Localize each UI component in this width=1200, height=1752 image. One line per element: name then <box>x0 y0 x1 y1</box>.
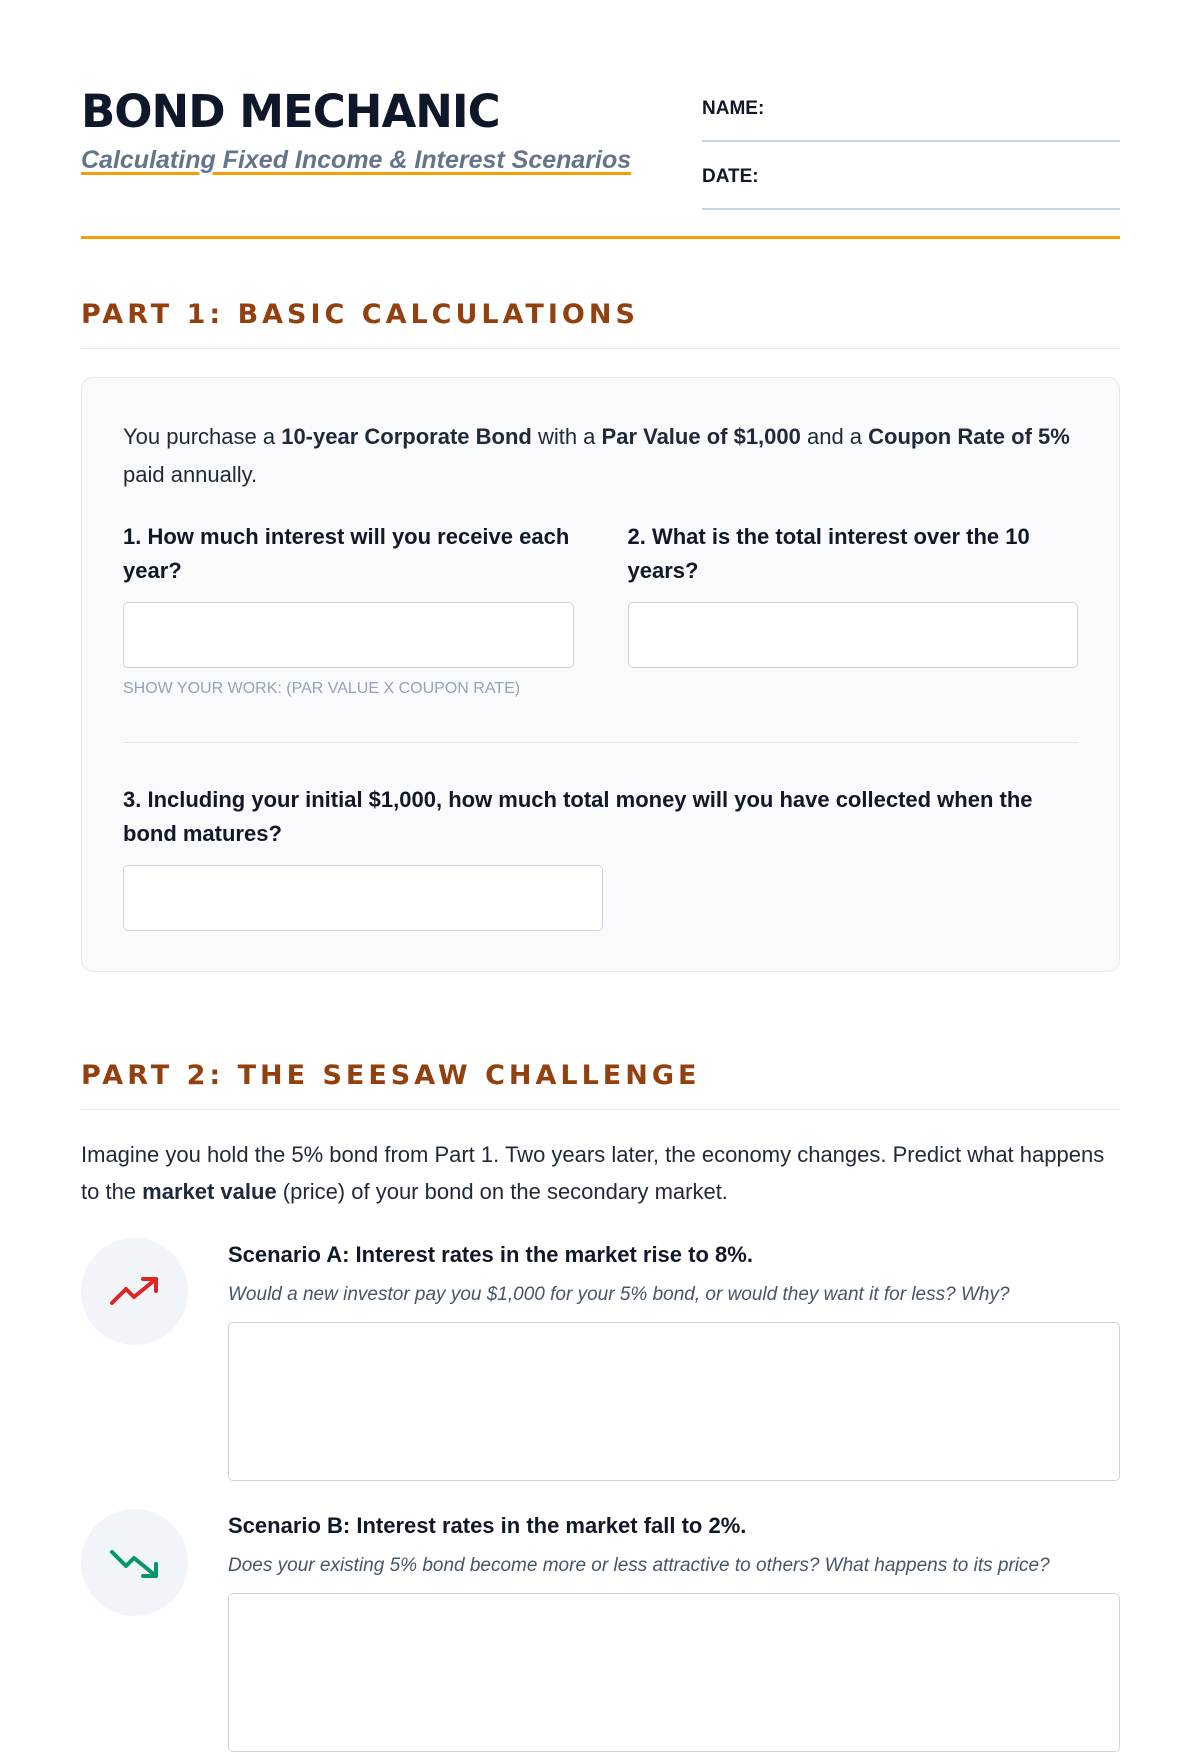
intro-text: with a <box>531 424 602 449</box>
header <box>81 84 1120 239</box>
scenario-a-question: Would a new investor pay you $1,000 for your 5% bond, or would they want it for less? Why? <box>228 1284 1010 1305</box>
intro-bold: Par Value of $1,000 <box>601 424 801 449</box>
scenario-b-answer-input[interactable] <box>228 1593 1120 1752</box>
scenario-b-question: Does your existing 5% bond become more or less attractive to others? What happens to its price? <box>228 1555 1050 1576</box>
intro-bold: Coupon Rate of 5% <box>868 424 1070 449</box>
page-title: BOND MECHANIC <box>81 85 500 138</box>
intro-bold: market value <box>142 1179 277 1204</box>
part2-heading: PART 2: THE SEESAW CHALLENGE <box>81 1060 1120 1110</box>
scenario-a-icon-badge <box>81 1238 188 1345</box>
question-3: 3. Including your initial $1,000, how much total money will you have collected when the bond matures? <box>123 787 1033 846</box>
intro-text: and a <box>800 424 869 449</box>
scenario-a <box>81 1238 1120 1481</box>
question-1-hint: SHOW YOUR WORK: (PAR VALUE X COUPON RATE) <box>123 680 521 697</box>
question-2: 2. What is the total interest over the 10 years? <box>627 524 1030 583</box>
part2-intro <box>81 1136 1120 1210</box>
name-label: NAME: <box>702 98 765 119</box>
answer-2-input[interactable] <box>628 602 1079 668</box>
intro-text: paid annually. <box>123 462 258 487</box>
question-1: 1. How much interest will you receive each year? <box>123 524 570 583</box>
scenario-b-title: Scenario B: Interest rates in the market fall to 2%. <box>228 1513 747 1538</box>
part1-heading: PART 1: BASIC CALCULATIONS <box>81 299 1120 349</box>
scenario-a-answer-input[interactable] <box>228 1322 1120 1481</box>
intro-text: (price) of your bond on the secondary market. <box>276 1179 728 1204</box>
name-field[interactable] <box>702 96 1120 142</box>
date-label: DATE: <box>702 166 759 187</box>
scenario-a-title: Scenario A: Interest rates in the market rise to 8%. <box>228 1242 753 1267</box>
trending-up-icon <box>109 1275 161 1309</box>
divider <box>123 742 1078 743</box>
date-field[interactable] <box>702 164 1120 210</box>
intro-bold: 10-year Corporate Bond <box>281 424 532 449</box>
part1-box <box>81 377 1120 972</box>
trending-down-icon <box>109 1546 161 1580</box>
answer-1-input[interactable] <box>123 602 574 668</box>
answer-3-input[interactable] <box>123 865 603 931</box>
page-subtitle: Calculating Fixed Income & Interest Scenarios <box>81 146 632 174</box>
intro-text: Imagine you hold the 5% bond from Part 1. Two years later, the economy changes. Predict what happens to the <box>81 1142 1105 1204</box>
part1-intro <box>123 418 1078 494</box>
intro-text: You purchase a <box>123 424 282 449</box>
scenario-b <box>81 1509 1120 1752</box>
